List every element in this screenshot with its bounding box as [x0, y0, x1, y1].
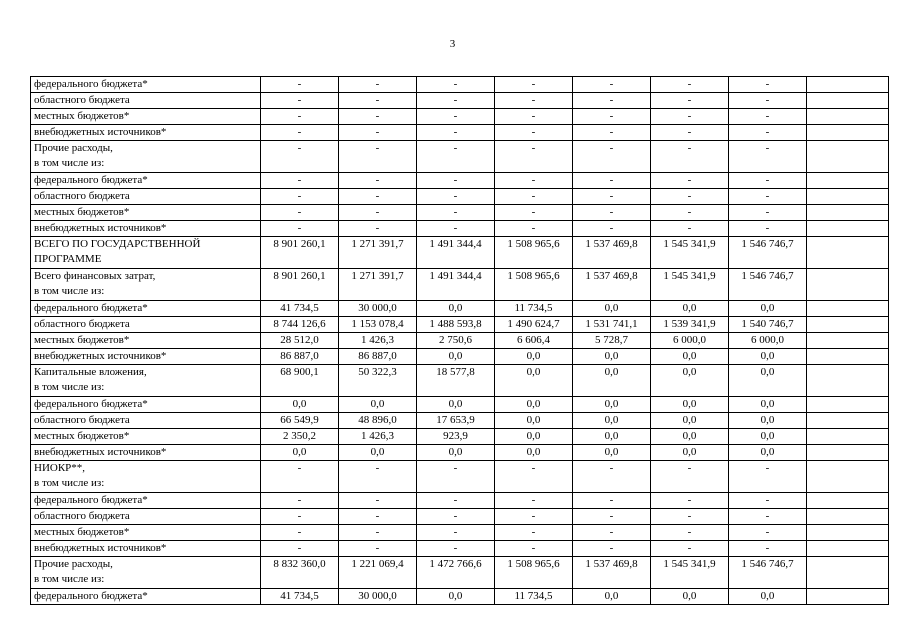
value-cell: 0,0	[573, 301, 651, 317]
table-row	[31, 429, 889, 445]
value-cell: -	[651, 509, 729, 525]
table-row	[31, 397, 889, 413]
value-cell: -	[651, 541, 729, 557]
value-cell: -	[417, 77, 495, 93]
value-cell: 923,9	[417, 429, 495, 445]
value-cell	[807, 413, 889, 429]
value-cell: 0,0	[729, 301, 807, 317]
value-cell: -	[495, 109, 573, 125]
value-cell: 1 537 469,8	[573, 237, 651, 269]
value-cell: -	[261, 493, 339, 509]
table-row	[31, 317, 889, 333]
value-cell: -	[651, 221, 729, 237]
table-row	[31, 589, 889, 605]
value-cell: 0,0	[573, 349, 651, 365]
table-row	[31, 269, 889, 301]
value-cell: -	[651, 173, 729, 189]
value-cell: -	[495, 509, 573, 525]
value-cell: -	[651, 461, 729, 493]
value-cell: -	[729, 109, 807, 125]
value-cell	[807, 429, 889, 445]
financing-table	[30, 76, 889, 605]
value-cell: 0,0	[495, 429, 573, 445]
value-cell: -	[417, 189, 495, 205]
row-label: местных бюджетов*	[31, 429, 261, 445]
value-cell: -	[495, 493, 573, 509]
value-cell: 0,0	[339, 445, 417, 461]
row-label: областного бюджета	[31, 189, 261, 205]
value-cell	[807, 557, 889, 589]
value-cell: -	[573, 205, 651, 221]
value-cell: -	[417, 221, 495, 237]
value-cell: -	[729, 77, 807, 93]
value-cell	[807, 317, 889, 333]
value-cell	[807, 541, 889, 557]
table-row	[31, 365, 889, 397]
value-cell: -	[261, 509, 339, 525]
value-cell: -	[573, 141, 651, 173]
value-cell: 1 488 593,8	[417, 317, 495, 333]
value-cell: 0,0	[651, 589, 729, 605]
value-cell: 8 744 126,6	[261, 317, 339, 333]
table-row	[31, 301, 889, 317]
value-cell: -	[651, 141, 729, 173]
value-cell: -	[729, 125, 807, 141]
value-cell: 1 508 965,6	[495, 557, 573, 589]
value-cell: 0,0	[417, 301, 495, 317]
value-cell: 1 491 344,4	[417, 269, 495, 301]
value-cell: 1 545 341,9	[651, 237, 729, 269]
value-cell: 18 577,8	[417, 365, 495, 397]
row-label: Прочие расходы, в том числе из:	[31, 557, 261, 589]
value-cell: -	[573, 493, 651, 509]
value-cell: -	[339, 461, 417, 493]
value-cell	[807, 125, 889, 141]
value-cell	[807, 141, 889, 173]
value-cell: 0,0	[651, 445, 729, 461]
value-cell: 1 539 341,9	[651, 317, 729, 333]
row-label: местных бюджетов*	[31, 205, 261, 221]
value-cell: -	[339, 77, 417, 93]
value-cell: 0,0	[729, 397, 807, 413]
row-label: Всего финансовых затрат, в том числе из:	[31, 269, 261, 301]
value-cell: 0,0	[729, 429, 807, 445]
value-cell	[807, 109, 889, 125]
value-cell: -	[573, 525, 651, 541]
value-cell: -	[339, 141, 417, 173]
value-cell: -	[417, 93, 495, 109]
table-row	[31, 525, 889, 541]
value-cell: -	[651, 189, 729, 205]
value-cell: -	[573, 189, 651, 205]
value-cell: 0,0	[417, 589, 495, 605]
row-label: местных бюджетов*	[31, 109, 261, 125]
value-cell: -	[261, 173, 339, 189]
value-cell: -	[573, 77, 651, 93]
value-cell: 1 546 746,7	[729, 557, 807, 589]
value-cell: 0,0	[495, 365, 573, 397]
financing-table-body	[31, 77, 889, 605]
value-cell: 1 545 341,9	[651, 557, 729, 589]
value-cell: -	[417, 541, 495, 557]
value-cell: -	[495, 93, 573, 109]
value-cell: -	[729, 93, 807, 109]
value-cell: -	[261, 109, 339, 125]
value-cell: -	[339, 93, 417, 109]
value-cell: 8 901 260,1	[261, 269, 339, 301]
value-cell: -	[729, 493, 807, 509]
value-cell: -	[261, 541, 339, 557]
value-cell: 1 490 624,7	[495, 317, 573, 333]
value-cell: -	[573, 509, 651, 525]
value-cell: -	[729, 141, 807, 173]
value-cell: 28 512,0	[261, 333, 339, 349]
value-cell: 1 426,3	[339, 429, 417, 445]
value-cell	[807, 589, 889, 605]
row-label: федерального бюджета*	[31, 397, 261, 413]
value-cell: 48 896,0	[339, 413, 417, 429]
value-cell: -	[261, 461, 339, 493]
value-cell: -	[417, 125, 495, 141]
value-cell: 0,0	[729, 445, 807, 461]
value-cell: 30 000,0	[339, 589, 417, 605]
table-row	[31, 125, 889, 141]
value-cell: -	[729, 541, 807, 557]
value-cell: 0,0	[261, 445, 339, 461]
value-cell: 0,0	[651, 413, 729, 429]
value-cell	[807, 93, 889, 109]
value-cell: -	[573, 541, 651, 557]
table-row	[31, 109, 889, 125]
value-cell: -	[651, 525, 729, 541]
table-row	[31, 493, 889, 509]
row-label: внебюджетных источников*	[31, 221, 261, 237]
value-cell: -	[729, 525, 807, 541]
row-label: внебюджетных источников*	[31, 349, 261, 365]
table-row	[31, 221, 889, 237]
row-label: НИОКР**, в том числе из:	[31, 461, 261, 493]
value-cell: -	[729, 509, 807, 525]
value-cell	[807, 509, 889, 525]
value-cell: -	[261, 93, 339, 109]
value-cell: -	[339, 493, 417, 509]
value-cell: 0,0	[729, 589, 807, 605]
value-cell: -	[417, 205, 495, 221]
row-label: Прочие расходы, в том числе из:	[31, 141, 261, 173]
row-label: Капитальные вложения, в том числе из:	[31, 365, 261, 397]
value-cell: -	[495, 461, 573, 493]
value-cell: 1 540 746,7	[729, 317, 807, 333]
value-cell: 0,0	[495, 445, 573, 461]
row-label: местных бюджетов*	[31, 333, 261, 349]
value-cell: -	[495, 221, 573, 237]
value-cell	[807, 493, 889, 509]
value-cell: -	[651, 205, 729, 221]
value-cell: 8 901 260,1	[261, 237, 339, 269]
value-cell: -	[651, 493, 729, 509]
value-cell: -	[573, 173, 651, 189]
value-cell: -	[339, 525, 417, 541]
value-cell: -	[573, 221, 651, 237]
table-row	[31, 461, 889, 493]
value-cell: -	[261, 77, 339, 93]
value-cell: -	[651, 77, 729, 93]
value-cell: 41 734,5	[261, 301, 339, 317]
value-cell: -	[261, 125, 339, 141]
value-cell: 30 000,0	[339, 301, 417, 317]
value-cell: 0,0	[573, 365, 651, 397]
row-label: федерального бюджета*	[31, 77, 261, 93]
value-cell	[807, 205, 889, 221]
row-label: областного бюджета	[31, 509, 261, 525]
value-cell: 41 734,5	[261, 589, 339, 605]
value-cell: -	[495, 141, 573, 173]
value-cell: -	[651, 93, 729, 109]
value-cell: 0,0	[573, 589, 651, 605]
value-cell: 0,0	[495, 413, 573, 429]
value-cell: 6 000,0	[729, 333, 807, 349]
value-cell	[807, 77, 889, 93]
value-cell: 0,0	[339, 397, 417, 413]
value-cell: 0,0	[417, 397, 495, 413]
value-cell: 1 546 746,7	[729, 269, 807, 301]
page-number: 3	[449, 38, 456, 50]
value-cell: -	[261, 221, 339, 237]
value-cell	[807, 365, 889, 397]
value-cell: -	[495, 205, 573, 221]
value-cell: 0,0	[417, 445, 495, 461]
value-cell: 1 153 078,4	[339, 317, 417, 333]
value-cell: 0,0	[729, 413, 807, 429]
value-cell: -	[651, 109, 729, 125]
row-label: ВСЕГО ПО ГОСУДАРСТВЕННОЙ ПРОГРАММЕ	[31, 237, 261, 269]
value-cell: -	[339, 173, 417, 189]
value-cell	[807, 461, 889, 493]
row-label: федерального бюджета*	[31, 173, 261, 189]
table-row	[31, 333, 889, 349]
value-cell: 11 734,5	[495, 589, 573, 605]
table-row	[31, 349, 889, 365]
value-cell: -	[729, 205, 807, 221]
value-cell: -	[339, 205, 417, 221]
value-cell: -	[261, 205, 339, 221]
table-row	[31, 77, 889, 93]
value-cell	[807, 301, 889, 317]
table-row	[31, 189, 889, 205]
value-cell: 1 508 965,6	[495, 269, 573, 301]
value-cell	[807, 333, 889, 349]
value-cell: -	[261, 525, 339, 541]
value-cell: 17 653,9	[417, 413, 495, 429]
table-row	[31, 173, 889, 189]
value-cell: -	[417, 141, 495, 173]
value-cell: 0,0	[417, 349, 495, 365]
value-cell: 0,0	[651, 349, 729, 365]
value-cell: 0,0	[261, 397, 339, 413]
table-row	[31, 93, 889, 109]
value-cell	[807, 397, 889, 413]
value-cell: -	[729, 461, 807, 493]
value-cell: -	[339, 509, 417, 525]
value-cell: -	[495, 77, 573, 93]
value-cell: 0,0	[651, 301, 729, 317]
value-cell: 0,0	[573, 413, 651, 429]
value-cell: -	[417, 461, 495, 493]
value-cell: 1 537 469,8	[573, 269, 651, 301]
value-cell: 1 537 469,8	[573, 557, 651, 589]
value-cell: 86 887,0	[339, 349, 417, 365]
row-label: внебюджетных источников*	[31, 541, 261, 557]
row-label: областного бюджета	[31, 93, 261, 109]
table-row	[31, 205, 889, 221]
value-cell: -	[495, 125, 573, 141]
value-cell: -	[495, 525, 573, 541]
value-cell: -	[729, 221, 807, 237]
value-cell: -	[417, 109, 495, 125]
value-cell: 0,0	[573, 429, 651, 445]
table-row	[31, 237, 889, 269]
value-cell: -	[261, 189, 339, 205]
value-cell: 1 546 746,7	[729, 237, 807, 269]
value-cell: -	[339, 221, 417, 237]
value-cell: 1 491 344,4	[417, 237, 495, 269]
value-cell: 50 322,3	[339, 365, 417, 397]
value-cell: -	[651, 125, 729, 141]
row-label: федерального бюджета*	[31, 493, 261, 509]
value-cell: -	[729, 189, 807, 205]
value-cell: -	[495, 173, 573, 189]
value-cell	[807, 349, 889, 365]
value-cell: 1 531 741,1	[573, 317, 651, 333]
value-cell	[807, 221, 889, 237]
value-cell: 0,0	[651, 429, 729, 445]
value-cell	[807, 525, 889, 541]
table-row	[31, 509, 889, 525]
value-cell: 5 728,7	[573, 333, 651, 349]
value-cell: -	[417, 173, 495, 189]
value-cell: 0,0	[729, 365, 807, 397]
value-cell: -	[417, 525, 495, 541]
value-cell: 1 271 391,7	[339, 269, 417, 301]
row-label: федерального бюджета*	[31, 301, 261, 317]
value-cell: -	[729, 173, 807, 189]
value-cell: 68 900,1	[261, 365, 339, 397]
value-cell: 1 508 965,6	[495, 237, 573, 269]
row-label: внебюджетных источников*	[31, 125, 261, 141]
value-cell	[807, 237, 889, 269]
value-cell: 0,0	[729, 349, 807, 365]
value-cell	[807, 445, 889, 461]
value-cell: 1 545 341,9	[651, 269, 729, 301]
value-cell: 1 472 766,6	[417, 557, 495, 589]
value-cell: 1 271 391,7	[339, 237, 417, 269]
value-cell: 0,0	[573, 397, 651, 413]
value-cell: 66 549,9	[261, 413, 339, 429]
table-row	[31, 541, 889, 557]
value-cell: -	[339, 109, 417, 125]
row-label: федерального бюджета*	[31, 589, 261, 605]
row-label: областного бюджета	[31, 413, 261, 429]
value-cell	[807, 269, 889, 301]
value-cell: 8 832 360,0	[261, 557, 339, 589]
table-row	[31, 557, 889, 589]
table-row	[31, 445, 889, 461]
value-cell: 0,0	[651, 397, 729, 413]
table-row	[31, 141, 889, 173]
value-cell: 0,0	[495, 397, 573, 413]
value-cell: 86 887,0	[261, 349, 339, 365]
value-cell: 2 750,6	[417, 333, 495, 349]
value-cell: -	[573, 109, 651, 125]
value-cell: -	[339, 125, 417, 141]
value-cell: 0,0	[495, 349, 573, 365]
value-cell: -	[339, 541, 417, 557]
value-cell: -	[417, 493, 495, 509]
row-label: областного бюджета	[31, 317, 261, 333]
value-cell: -	[339, 189, 417, 205]
value-cell: 0,0	[573, 445, 651, 461]
value-cell	[807, 173, 889, 189]
row-label: местных бюджетов*	[31, 525, 261, 541]
value-cell: -	[495, 541, 573, 557]
value-cell: -	[573, 461, 651, 493]
value-cell: -	[495, 189, 573, 205]
value-cell: -	[573, 125, 651, 141]
value-cell: -	[261, 141, 339, 173]
value-cell: 1 426,3	[339, 333, 417, 349]
value-cell: 6 606,4	[495, 333, 573, 349]
value-cell: -	[573, 93, 651, 109]
row-label: внебюджетных источников*	[31, 445, 261, 461]
value-cell	[807, 189, 889, 205]
value-cell: 2 350,2	[261, 429, 339, 445]
value-cell: 6 000,0	[651, 333, 729, 349]
value-cell: 0,0	[651, 365, 729, 397]
table-row	[31, 413, 889, 429]
value-cell: 1 221 069,4	[339, 557, 417, 589]
value-cell: -	[417, 509, 495, 525]
value-cell: 11 734,5	[495, 301, 573, 317]
